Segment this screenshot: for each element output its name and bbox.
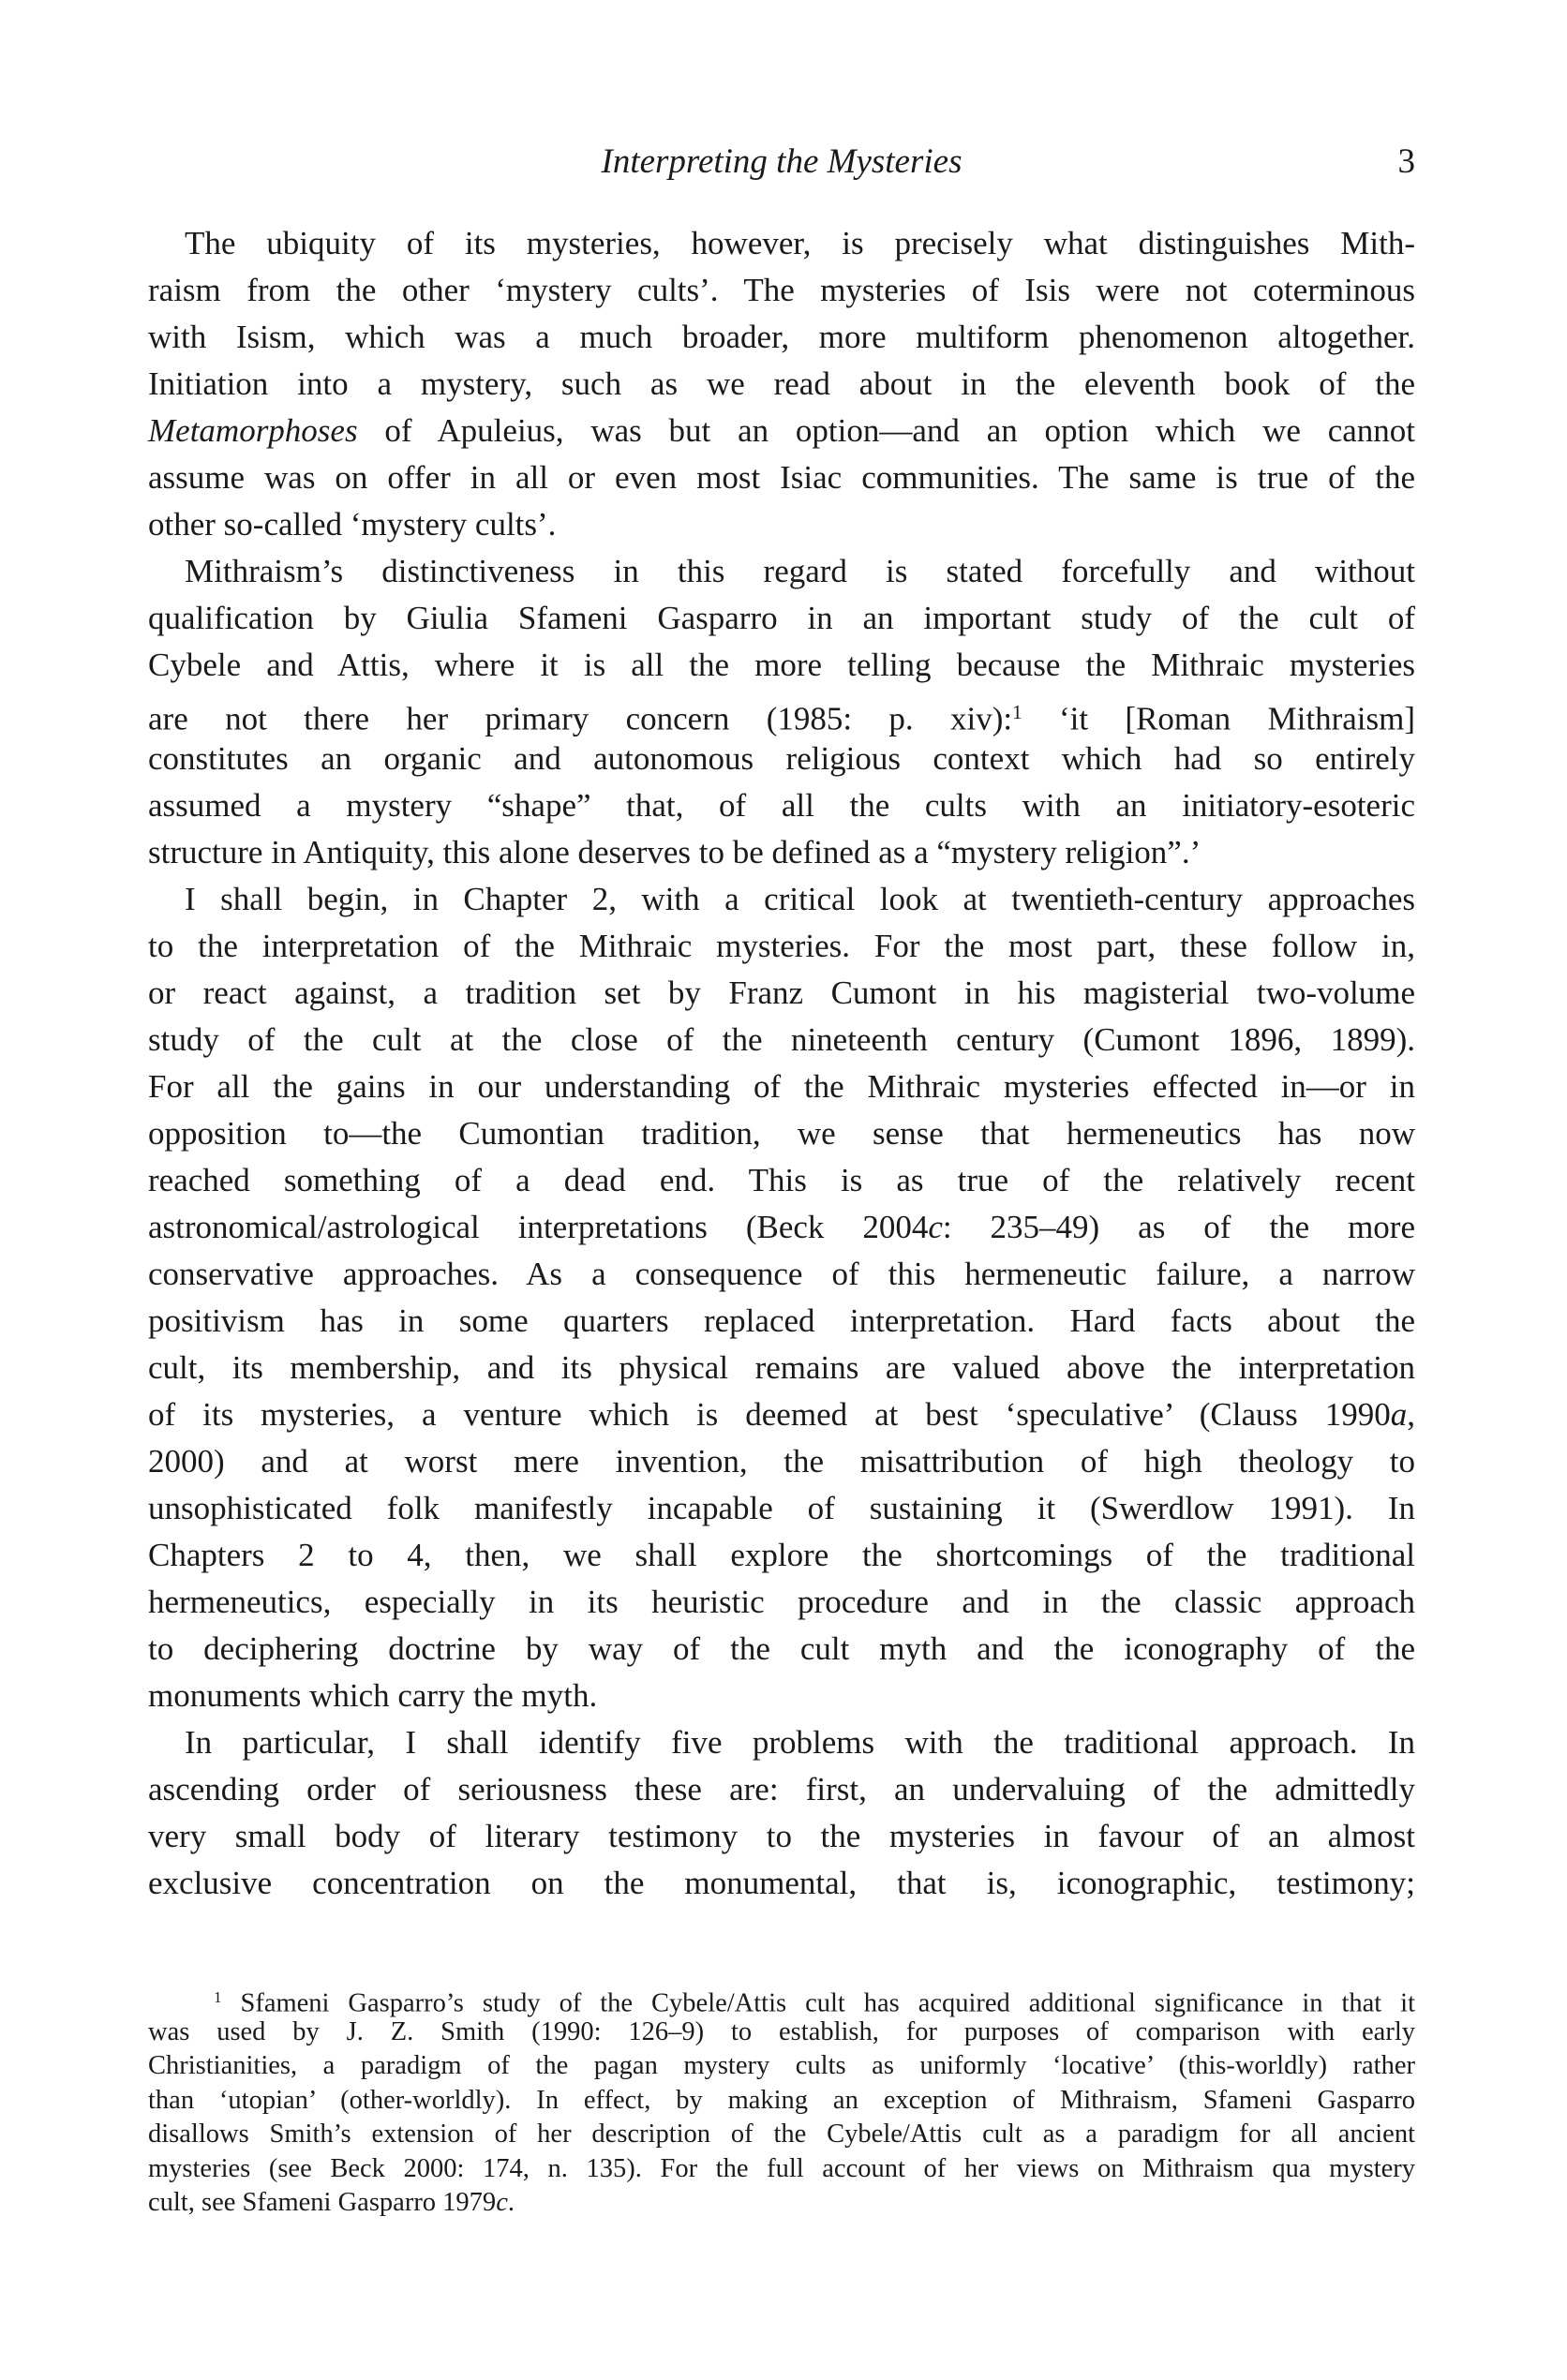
- text-segment: ‘it [Roman Mithraism]: [1022, 700, 1415, 737]
- text-segment: disallows Smith’s extension of her description of the Cybele/Attis cult as a paradigm for all ancient: [148, 2120, 1415, 2149]
- text-segment: c: [928, 1209, 943, 1245]
- footnotes: [148, 1981, 1415, 2221]
- text-line: [148, 2084, 1415, 2119]
- text-segment: unsophisticated folk manifestly incapable of sustaining it (Swerdlow 1991). In: [148, 1490, 1415, 1526]
- text-segment: 2000) and at worst mere invention, the misattribution of high theology to: [148, 1443, 1415, 1480]
- text-segment: exclusive concentration on the monumental, that is, iconographic, testimony;: [148, 1865, 1415, 1901]
- text-line: [148, 1719, 1415, 1766]
- text-line: [148, 782, 1415, 829]
- paragraph: [148, 220, 1415, 548]
- text-line: [148, 689, 1415, 736]
- text-segment: to the interpretation of the Mithraic mysteries. For the most part, these follow in,: [148, 928, 1415, 964]
- text-line: [148, 220, 1415, 267]
- text-segment: Initiation into a mystery, such as we read about in the eleventh book of the: [148, 365, 1415, 402]
- text-line: [148, 1064, 1415, 1110]
- text-segment: Christianities, a paradigm of the pagan mystery cults as uniformly ‘locative’ (this-worldly) rather: [148, 2051, 1415, 2080]
- text-line: [148, 1345, 1415, 1391]
- page-number: 3: [1397, 142, 1415, 181]
- text-segment: study of the cult at the close of the nineteenth century (Cumont 1896, 1899).: [148, 1021, 1415, 1058]
- text-segment: : 235–49) as of the more: [942, 1209, 1415, 1245]
- text-line: [148, 595, 1415, 642]
- text-segment: structure in Antiquity, this alone deserves to be defined as a “mystery religion”.’: [148, 834, 1201, 870]
- text-line: [148, 1579, 1415, 1626]
- text-line: [148, 2049, 1415, 2084]
- text-line: [148, 408, 1415, 454]
- text-segment: constitutes an organic and autonomous religious context which had so entirely: [148, 740, 1415, 777]
- text-segment: cult, see Sfameni Gasparro 1979: [148, 2188, 497, 2217]
- text-line: [148, 1391, 1415, 1438]
- text-segment: Mithraism’s distinctiveness in this regard is stated forcefully and without: [185, 553, 1415, 589]
- text-segment: or react against, a tradition set by Franz Cumont in his magisterial two-volume: [148, 974, 1415, 1011]
- text-segment: qualification by Giulia Sfameni Gasparro in an important study of the cult of: [148, 600, 1415, 636]
- text-segment: reached something of a dead end. This is as true of the relatively recent: [148, 1162, 1415, 1198]
- text-segment: assumed a mystery “shape” that, of all the cults with an initiatory-esoteric: [148, 787, 1415, 824]
- text-line: [148, 1813, 1415, 1860]
- text-segment: positivism has in some quarters replaced interpretation. Hard facts about the: [148, 1302, 1415, 1339]
- text-line: [148, 1532, 1415, 1579]
- text-segment: mysteries (see Beck 2000: 174, n. 135). For the full account of her views on Mithraism qua mystery: [148, 2153, 1415, 2183]
- text-segment: are not there her primary concern (1985: p. xiv):: [148, 700, 1013, 737]
- running-head-title: Interpreting the Mysteries: [601, 142, 963, 181]
- text-line: [148, 1626, 1415, 1673]
- text-line: [148, 736, 1415, 782]
- text-segment: Cybele and Attis, where it is all the more telling because the Mithraic mysteries: [148, 647, 1415, 683]
- body-text: [148, 220, 1415, 1907]
- text-line: [148, 267, 1415, 314]
- text-segment: ascending order of seriousness these are: first, an undervaluing of the admittedly: [148, 1771, 1415, 1807]
- text-line: [148, 829, 1415, 876]
- text-segment: ,: [1407, 1396, 1415, 1433]
- text-line: [148, 1251, 1415, 1298]
- text-line: [148, 642, 1415, 689]
- text-line: [148, 1981, 1415, 2016]
- text-segment: Metamorphoses: [148, 412, 358, 449]
- text-line: [148, 1204, 1415, 1251]
- text-segment: a: [1390, 1396, 1408, 1433]
- text-segment: The ubiquity of its mysteries, however, is precisely what distinguishes Mith-: [185, 225, 1415, 261]
- text-segment: Chapters 2 to 4, then, we shall explore the shortcomings of the traditional: [148, 1537, 1415, 1573]
- text-line: [148, 876, 1415, 923]
- text-line: [148, 501, 1415, 548]
- text-segment: cult, its membership, and its physical remains are valued above the interpretation: [148, 1349, 1415, 1386]
- text-line: [148, 1860, 1415, 1907]
- text-line: [148, 361, 1415, 408]
- text-segment: I shall begin, in Chapter 2, with a critical look at twentieth-century approaches: [185, 881, 1415, 917]
- text-line: [148, 548, 1415, 595]
- text-line: [148, 1485, 1415, 1532]
- text-line: [148, 2186, 1415, 2221]
- text-segment: very small body of literary testimony to the mysteries in favour of an almost: [148, 1818, 1415, 1854]
- text-segment: with Isism, which was a much broader, more multiform phenomenon altogether.: [148, 319, 1415, 355]
- text-line: [148, 454, 1415, 501]
- text-segment: assume was on offer in all or even most Isiac communities. The same is true of the: [148, 459, 1415, 496]
- text-segment: hermeneutics, especially in its heuristic procedure and in the classic approach: [148, 1584, 1415, 1620]
- running-head: [148, 139, 1415, 186]
- text-segment: other so-called ‘mystery cults’.: [148, 506, 557, 543]
- text-line: [148, 2118, 1415, 2152]
- text-line: [148, 1673, 1415, 1719]
- text-segment: to deciphering doctrine by way of the cult myth and the iconography of the: [148, 1630, 1415, 1667]
- text-segment: For all the gains in our understanding of the Mithraic mysteries effected in—or in: [148, 1068, 1415, 1105]
- text-segment: .: [507, 2188, 515, 2217]
- paragraph: [148, 876, 1415, 1719]
- text-segment: astronomical/astrological interpretations (Beck 2004: [148, 1209, 929, 1245]
- text-line: [148, 1110, 1415, 1157]
- text-line: [148, 2152, 1415, 2187]
- paragraph: [148, 1719, 1415, 1907]
- text-segment: conservative approaches. As a consequence of this hermeneutic failure, a narrow: [148, 1256, 1415, 1292]
- text-line: [148, 923, 1415, 970]
- text-line: [148, 1298, 1415, 1345]
- text-line: [148, 1766, 1415, 1813]
- text-segment: than ‘utopian’ (other-worldly). In effect, by making an exception of Mithraism, Sfameni Gasparro: [148, 2085, 1415, 2115]
- text-line: [148, 1438, 1415, 1485]
- footnote-marker: 1: [214, 1988, 222, 2006]
- text-segment: In particular, I shall identify five problems with the traditional approach. In: [185, 1724, 1415, 1761]
- text-segment: c: [496, 2188, 508, 2217]
- text-line: [148, 2016, 1415, 2050]
- text-line: [148, 970, 1415, 1017]
- text-line: [148, 1017, 1415, 1064]
- text-segment: Sfameni Gasparro’s study of the Cybele/Attis cult has acquired additional significance in that it: [221, 1988, 1415, 2018]
- footnote: [148, 1981, 1415, 2221]
- text-segment: monuments which carry the myth.: [148, 1677, 598, 1714]
- footnote-marker: 1: [1012, 701, 1022, 723]
- text-segment: of its mysteries, a venture which is deemed at best ‘speculative’ (Clauss 1990: [148, 1396, 1391, 1433]
- text-segment: of Apuleius, was but an option—and an option which we cannot: [357, 412, 1415, 449]
- paragraph: [148, 548, 1415, 876]
- text-segment: opposition to—the Cumontian tradition, we sense that hermeneutics has now: [148, 1115, 1415, 1152]
- text-segment: raism from the other ‘mystery cults’. The mysteries of Isis were not coterminous: [148, 272, 1415, 308]
- text-line: [148, 1157, 1415, 1204]
- text-line: [148, 314, 1415, 361]
- text-segment: was used by J. Z. Smith (1990: 126–9) to establish, for purposes of comparison with early: [148, 2016, 1415, 2046]
